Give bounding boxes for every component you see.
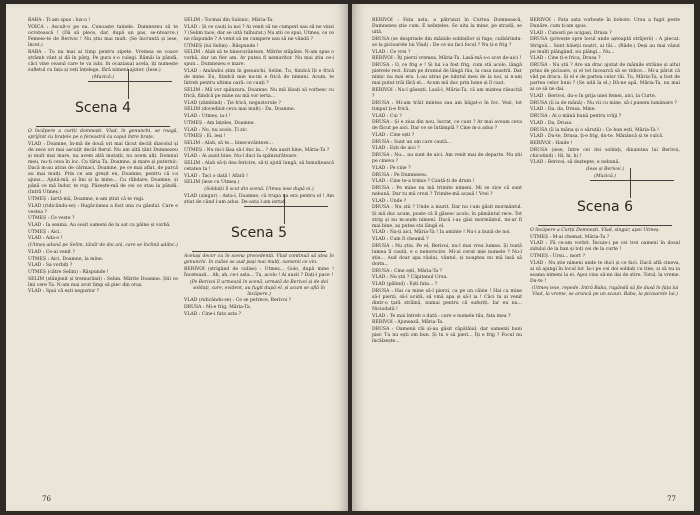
text-paragraph: BERIVOI : Nu-l găsești. Lasă-l, Măria-Ta, că am mintea răsucită ? <box>372 88 522 100</box>
text-paragraph: DRUSA : Nu... nu sunt de aici. Am venit mai de departe. Nu știi pe cineva ? <box>372 153 522 165</box>
text-paragraph: Același decor cu în scena precedentă. Vlad continuă să stea în genunchi. In culise se aud pași mai mulți, oamenii ce vin. <box>184 254 334 266</box>
text-paragraph: DRUSA : Nu știi ? Unde a murit. Dar nu i-am găsit mormântul. Și mă duc acum, poate că îl găsesc acolo, în pământul rece. Tot strig și nu m-aude nimeni. Dacă i-aș găsi mormântul, mi-ar fi mai bine, aș putea sta lângă el. <box>372 205 522 229</box>
text-paragraph: BERIVOI (strigând de culise) : Utmeș... Golo, după mine ! Încetează... Ah, ah, ce-i asta... Tu, acolo ! Ai auzit ? Dați-i pace ! <box>184 266 334 278</box>
text-paragraph: DRUSA : Mi-am trăit mintea sau am băgat-o în foc. Vezi, tot timpul ți-e frică. <box>372 100 522 112</box>
text-paragraph: VLAD : Ești de aici ? <box>372 146 420 152</box>
text-paragraph: DRUSA : Pe mine nu mă trimite nimeni. Mi se zice că sunt nebună. Dar tu mă crezi ? Trimite-mă acasă ! Vrei ? <box>372 185 522 198</box>
text-paragraph: DRUSA (se desprinde din mâinile soldaților și fuge, cuibărindu-se la picioarele lui Vlad) : De ce nu faci focul ? Nu ți-e frig ? <box>372 36 522 48</box>
text-paragraph: VOICA : Ascult-o pe ea. Cunoaște tainele. Dumnezeu să te ocrotească ! (Dă să plece, dar, după un pas, se-ntoarce.) Femeie-te de Berivoi ! Nu știu mai mult. (Se încruntă și iese, încet.) <box>28 24 178 48</box>
text-paragraph: VLAD : Ai auzit bine. Nu-l duci la spânzurătoare. <box>184 154 298 160</box>
right-page-column-1 <box>372 18 522 346</box>
text-paragraph: UTMEȘ : Iartă-mă, Doamne, n-am știut că te rogi. <box>28 196 145 202</box>
text-paragraph: BERIVOI : Îți pierzi vremea, Măria-Ta. Lasă-mă s-o scot de-aici ! <box>372 56 522 62</box>
scene-5-heading: Scena 5 <box>184 224 334 242</box>
text-paragraph: BABA : Tu nu mai ai timp pentru sipete. Vremea se coace ștrâmb vânt și dă în pârg. Pe gura s-o culegi. Rămâi la pândă, căci vine ceasul care te va iubi. In ocaziaual acela, iți numește sufletul cu fața și veți înțelege, fără nimeni ajutor. (Iese.) <box>28 49 178 73</box>
text-paragraph: (Soldații îl scot din scenă. Utmeș iese după ei.) <box>204 187 314 193</box>
text-paragraph: VLAD : Te mai întreb o dată : care e numele tău, fata mea ? <box>372 313 511 319</box>
text-paragraph: DRUSA : Sunt un om care caută... <box>372 139 452 145</box>
text-paragraph: VLAD : Ada-o ! <box>28 236 63 242</box>
text-paragraph: VLAD (singur) : Asta-i, Doamne, că trupa nu era pentru el ! Am știut de când l-am adus. De-asta l-am iertat. <box>184 193 334 205</box>
text-paragraph: (Iese și Berivoi.) <box>586 167 624 173</box>
text-paragraph: UTMEȘ : Ce veste ? <box>28 216 75 222</box>
text-paragraph: VLAD : Fă ce-am vorbit. Încuie-i pe cei trei oameni în dosul zidului de la han și toți cei de la curte ! <box>530 241 680 253</box>
text-paragraph: DRUSA (îi ia de mână) : Nu vii cu mine, să-i punem lumânare ? <box>530 100 677 106</box>
text-paragraph: DRUSA : Pe Dumnezeu. <box>372 172 428 178</box>
text-paragraph: VLAD : Doamne, în-mâ de două ori mai tăcut deciit diavolul și de zece ori mai ascuțit decât fierul. Nu am altă țânt Dumnezeu și mult mai mare, nu avem altă mutații, nu avem alți. Domnul meu, nu-ți ceva în loc. Cu tăria Ta, Doamne, și mare și puternic. Dacă m-au atras de cârmaci, Doamne, pe ce mai aflat, de parcă au mai mulți. Prin ce am greșit eu, Doamne, pentru că i-a ajuns... Ajută-mă, și îmi și la mine... Cu răbdare, Doamne, și până ce mă îndur, te rog. Păzește-mă de cei ce stau la pândă. (Intră Utmeș.) <box>28 141 178 196</box>
text-paragraph: (Muzică.) <box>594 173 616 179</box>
text-paragraph: VLAD : Și ce cauți la noi ? Ai venit să ne cumperi sau să ne vinzi ? (Selim tace, dar se uită tulburat.) Nu știi ce spui, Utmeș, ce ce ne răspunde ? A venit să ne cumpere sau să ne vândă ? <box>184 24 334 42</box>
text-paragraph: VLAD : Da, da, Drusa. Mine. <box>530 107 596 113</box>
text-paragraph: VLAD : Cum îl cheamă ? <box>372 237 429 243</box>
text-paragraph: O încăpere a Curții Domnești. Vlad, singur, apoi Utmeș. <box>530 227 660 233</box>
text-paragraph: UTMEȘ : Am înțeles, Doamne. <box>184 120 255 126</box>
text-paragraph: UTMEȘ : Aici, Doamne, la mine. <box>28 256 104 262</box>
text-paragraph: VLAD : Cui ? <box>372 113 402 119</box>
text-paragraph: (Utmeș iese, repede. Intră Baba, rugândă să fie dusă în fața lui Vlad, la vreme, se aruncă pe un scaun. Baba, la picioarele lui.) <box>531 285 679 297</box>
scene-6-heading: Scena 6 <box>530 198 680 216</box>
text-paragraph: DRUSA : Hai ca mine să-l pierzi, ca pe un câine ! Hai ca mine să-l pierzi, să-l ucidă, să vină apa și să-l ia ! Căci tu ai venit dintr-o țară străină, numai pentru că suferiți. Iar eu nu... Niciodată ! <box>372 288 522 313</box>
text-paragraph: UTMEȘ : Nu mi-l lăsa să-l duc la... ? Am auzit bine, Măria-Ta ? <box>184 147 330 153</box>
text-paragraph: VLAD : Cine-i fata asta ? <box>184 311 242 317</box>
text-paragraph: VLAD : Utmeș, ia-l ! <box>184 114 231 120</box>
text-paragraph: VLAD : Pe cine ? <box>372 165 411 171</box>
text-paragraph: (Muzică.) <box>92 74 114 80</box>
text-paragraph: BERIVOI : Fata asta vorbește în bobote. Ursu a fugit peste Dunăre, cum ți-am spus. <box>530 18 680 30</box>
text-paragraph: SELIM (iese cu Utmeș.) <box>184 180 240 186</box>
text-paragraph: VLAD (ridicându-se) : Ce se petrece, Berivoi ? <box>184 298 292 304</box>
text-paragraph: (Pe Berivoi îl urmează în scenă, urmată de Berivoi și de doi soldați, care, evident, au fugit după el, și acum se află în încăpere.) <box>189 279 329 297</box>
left-page-column-2 <box>184 18 334 319</box>
text-paragraph: UTMEȘ (către Selim) : Răspunde ! <box>28 269 109 275</box>
text-paragraph: DRUSA (privește spre locul unde așteaptă străjerii) : A plecat. Strigoii... Sunt băieții noștri, ai tăi... (Râde.) Deși au mai văzut pe mulți plângând, nu plângi... Nu... <box>530 37 680 55</box>
text-paragraph: DRUSA : Oamenii răi și-au găsit căpătâiul, dar oamenii buni pier. Tu nu ești om bun. Și tu o să pieri... Îți e frig ? Focul nu încălzește... <box>372 327 522 345</box>
right-page <box>352 4 694 511</box>
text-paragraph: VLAD : Cunosti pe ucigași, Drusa ? <box>530 30 612 36</box>
text-paragraph: VLAD : Na-ți aici, Măria-Ta ! Ia aminte ! Nu-i a bună de noi. <box>372 230 511 236</box>
text-paragraph: VLAD : Ia seama. Au sosit oameni de la sat cu pâine și vorbă. <box>28 223 171 229</box>
text-paragraph: BERIVOI : Fata asta, a pătrunzi în Curtea Domnească, Dumnezeu știe cum. E neînțeles. Se uita la mine, pe stradă, se uită. <box>372 18 522 36</box>
text-paragraph: UTMEȘ (lui Selim) : Răspunde ! <box>184 43 259 49</box>
text-paragraph: VLAD : Nu, nu acolo. Ți zic. <box>184 127 249 133</box>
text-paragraph: VLAD : Unde ? <box>372 198 407 204</box>
text-paragraph: UTMEȘ : Aici. <box>28 229 61 235</box>
text-paragraph: DRUSA (îi ia mâna și o sărută) : Ce bun ești, Măria-Ta ! <box>530 127 659 133</box>
text-paragraph: DRUSA (iese, între cei doi soldați, dinaintea lui Berivoi, chicotind) : Hi, hi, hi ! <box>530 147 680 159</box>
text-paragraph: UTMEȘ : Ursu... mort ? <box>530 254 585 259</box>
text-paragraph: UTMEȘ : M-ai chemat, Măria-Ta ? <box>530 234 610 240</box>
text-paragraph: VLAD : Berivoi, să deștepte, e nebună. <box>530 160 620 166</box>
text-paragraph: VLAD : Cine te-a trimis ? Caută-ți de drum ! <box>372 179 475 185</box>
text-paragraph: (Utmeș adună pe Selim, tânăr de doi ani, care se înclină adânc.) <box>28 243 178 249</box>
page-number-left: 76 <box>42 495 51 503</box>
text-paragraph: DRUSA : Mi-e frig, Măria-Ta. <box>184 305 252 311</box>
page-number-right: 77 <box>667 495 676 503</box>
text-paragraph: VLAD (zâmbind) : Ție frică, negustorule ? <box>184 100 281 106</box>
scene-4-heading: Scena 4 <box>28 99 178 117</box>
text-paragraph: O încăpere a curții domnești. Vlad, în genunchi, se roagă, sprijinit cu brațele pe o fereastră cu capul între brațe. <box>28 128 178 140</box>
text-paragraph: VLAD (pălind) : Ești fata... ? <box>372 282 438 288</box>
left-page <box>6 4 348 511</box>
text-paragraph: VLAD : Du-te, Drusa, ți-e frig, du-te. Mănâncă și te culcă. <box>530 134 664 140</box>
text-paragraph: SELIM (dovedind ceva mai mult) : Da, Doamne. <box>184 107 296 113</box>
text-paragraph: VLAD : Ce vrei ? <box>372 49 411 55</box>
text-paragraph: BABA : Ți-am spus : lux-o ! <box>28 18 91 23</box>
text-paragraph: VLAD : Berivoi, du-o în grija unei femei, aici, la Curte. <box>530 94 657 100</box>
text-paragraph: SELIM : Alah să-ți dea fericire, să-ți ajută lungă, să înmulțească cetatea ta ! <box>184 160 334 173</box>
text-paragraph: VLAD : Ce-ai venit ? <box>28 249 75 255</box>
text-paragraph: VLAD : Taci o dată ! Afară ! <box>184 173 248 179</box>
text-paragraph: DRUSA : Ai o mână bună pentru vrăji ? <box>530 114 622 120</box>
text-paragraph: VLAD : Spui că ești negustor ? <box>28 289 100 295</box>
text-paragraph: SELIM : Mă vor spânzura, Doamne. Nu mă lăsați să vorbesc cu frică, fiindcă pe mine nu mă vor ierta... <box>184 88 334 100</box>
text-paragraph: VLAD (ridicându-se) : Rugăciunea a fost una cu gândul. Care e vestea ? <box>28 203 178 215</box>
text-paragraph: SELIM : Alah să te binecuvânteze, Mărite stăpâne. N-am spus o vorbă, dar un fier am. Ar putea fi nemuritor. Nu mai știu ce-i spun... Dumnezeu e mare. <box>184 50 334 68</box>
text-paragraph: VLAD : Cine ți-e frica, Drusa ? <box>530 56 601 62</box>
text-paragraph: DRUSA : Nu știu. Pe el, Berivoi, nu-l mai vrea lumea. Și toată lumea îl caută, e o nenorocire. Mi-ai cerut mie numele ? Nu-l știu... Aud doar apa râului, vântul, și noaptea nu mă lasă să dorm... <box>372 243 522 268</box>
text-paragraph: DRUSA : O, ce frig e ! Și lui i-a fost frig, cum stă acolo, lângă pietrele reci. Eram pe drumul de lângă râu, la casa noastră. Dar nimic nu mai era. L-au atras pe iubitul meu de la noi, și n-am mai putut trăi fără el... Acum mă duc prin lume și îl caut. <box>372 63 522 87</box>
text-paragraph: SELIM : Alah, să te... binecuvânteze... <box>184 140 273 146</box>
text-paragraph: SELIM (stânjenit și tremurând) : Selim. Mărite Doamne. Știi ce îmi cere Ta. N-am mai avut timp să plec din oraș. <box>28 276 178 288</box>
left-page-column-1 <box>28 18 178 296</box>
text-paragraph: VLAD : Amândoi știm în genunchi, Selim. Tu, fiindcă îți e frică de mine. Eu, fiindcă mie nu-mi e frică de nimeni. Acum, te întreb pentru ultima oară: ce cauți ? <box>184 69 334 87</box>
right-page-column-2 <box>530 18 680 298</box>
text-paragraph: VLAD : Da, Drusa. <box>530 120 573 126</box>
text-paragraph: BERIVOI : Ajunează, Măria-Ta. <box>372 320 444 326</box>
text-paragraph: UTMEȘ : Ei, ieși ! <box>184 134 226 140</box>
text-paragraph: DRUSA : Cine ești, Măria-Ta ? <box>372 268 442 274</box>
text-paragraph: DRUSA : Și e ziua din nou, lucrat, ce caut ? Ar mai aveam ceva de făcut pe aici. Dar ce se întâmplă ? Cine m-a adus ? <box>372 120 522 132</box>
text-paragraph: DRUSA : Nu știi ? Are un drac ajutat de mâinile străine și altul prins de picioare, și el tot încearcă să se ridice... Mi-a părut că văd pe dracu. Și el e de partea celor răi. Tu, Măria-Ta, a fost de partea celor buni ? (Se uită la el.) Dă-ne apă, Măria-Ta, nu mai ai ce să ne dai. <box>530 63 680 93</box>
text-paragraph: VLAD : Cine ești ? <box>372 133 415 139</box>
text-paragraph: SELIM : Tocmai din Salonic, Măria-Ta. <box>184 18 274 23</box>
text-paragraph: VLAD : Nu știe nimeni unde te duci și ce faci. Dacă află cineva, ai să ajungi în locul lor. Ia-i pe cei doi soldați cu tine, și să nu ia seama nimeni la ei. Apoi vino să-mi dai de știre. Totul, la vreme. Du-te ! <box>530 260 680 284</box>
text-paragraph: VLAD : Sa vorbiți ? <box>28 263 73 269</box>
text-paragraph: VLAD : Nu știi ? Căpitanul Ursu. <box>372 275 448 281</box>
text-paragraph: BERIVOI : Haide ! <box>530 140 573 146</box>
